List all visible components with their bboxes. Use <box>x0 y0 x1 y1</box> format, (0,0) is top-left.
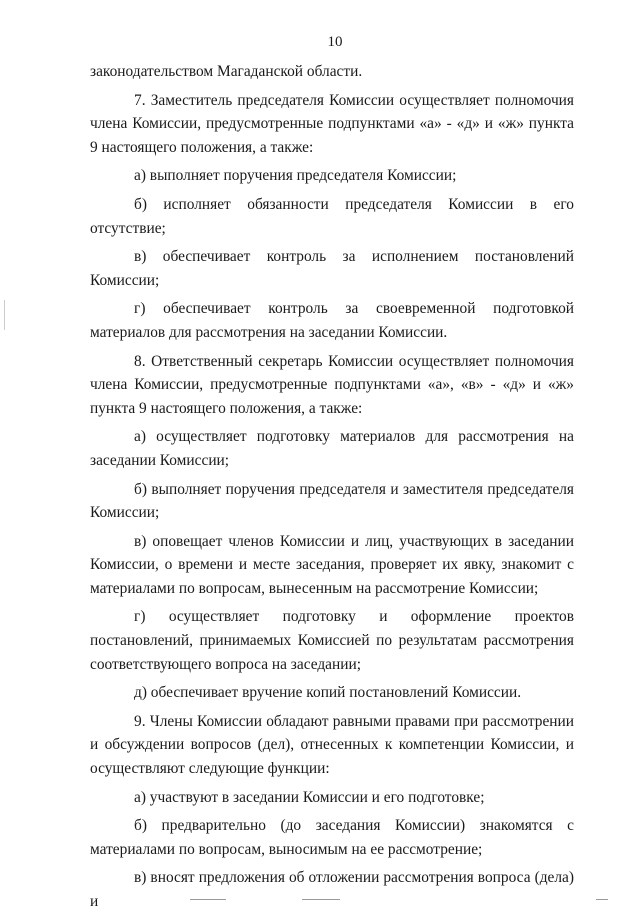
paragraph-item-8: 8. Ответственный секретарь Комиссии осуществляет полномочия члена Комиссии, предусмотренные подпунктами «а», «в» - «д» и «ж» пункта 9 настоящего положения, а также: <box>90 352 574 417</box>
paragraph-7v: в) обеспечивает контроль за исполнением постановлений Комиссии; <box>90 248 574 289</box>
paragraph-9b: б) предварительно (до заседания Комиссии) знакомятся с материалами по вопросам, выносимым на ее рассмотрение; <box>90 817 574 858</box>
scan-edge-mark-bottom-2 <box>302 899 340 900</box>
scan-edge-mark-bottom-3 <box>596 899 608 900</box>
paragraph-7a: а) выполняет поручения председателя Комиссии; <box>134 167 457 185</box>
scan-edge-mark-left <box>4 300 5 330</box>
paragraph-7b: б) исполняет обязанности председателя Комиссии в его отсутствие; <box>90 195 574 237</box>
scan-edge-mark-bottom-1 <box>190 899 226 900</box>
paragraph-8g: г) осуществляет подготовку и оформление проектов постановлений, принимаемых Комиссией по результатам рассмотрения соответствующего вопроса на заседании; <box>90 608 574 673</box>
paragraph-8a: а) осуществляет подготовку материалов для рассмотрения на заседании Комиссии; <box>90 428 574 469</box>
paragraph-continuation: законодательством Магаданской области. <box>90 63 363 80</box>
paragraph-8v: в) оповещает членов Комиссии и лиц, участвующих в заседании Комиссии, о времени и месте заседания, проверяет их явку, знакомит с материалами по вопросам, вынесенным на рассмотрение Комиссии; <box>90 532 574 597</box>
paragraph-item-9: 9. Члены Комиссии обладают равными правами при рассмотрении и обсуждении вопросов (дел), отнесенных к компетенции Комиссии, и осуществляют следующие функции: <box>90 712 574 778</box>
paragraph-item-7: 7. Заместитель председателя Комиссии осуществляет полномочия члена Комиссии, предусмотренные подпунктами «а» - «д» и «ж» пункта 9 настоящего положения, а также: <box>90 91 574 156</box>
paragraph-8d: д) обеспечивает вручение копий постановлений Комиссии. <box>134 684 522 702</box>
page-number: 10 <box>327 34 343 50</box>
document-body <box>90 60 574 914</box>
paragraph-9a: а) участвуют в заседании Комиссии и его подготовке; <box>134 788 485 806</box>
paragraph-9v: в) вносят предложения об отложении рассмотрения вопроса (дела) и <box>90 869 574 910</box>
paragraph-8b: б) выполняет поручения председателя и заместителя председателя Комиссии; <box>90 480 574 522</box>
paragraph-7g: г) обеспечивает контроль за своевременной подготовкой материалов для рассмотрения на заседании Комиссии. <box>90 300 574 341</box>
